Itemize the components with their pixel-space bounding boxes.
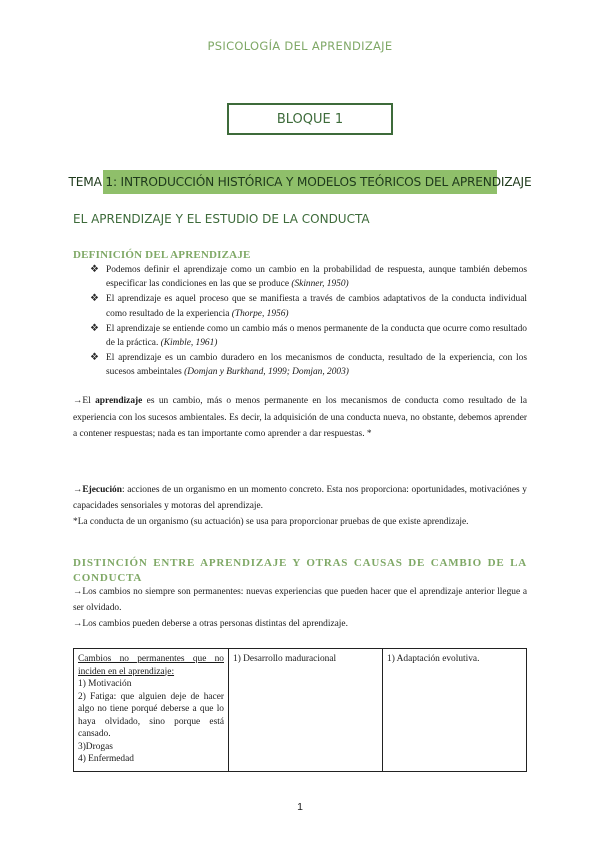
item-citation: (Thorpe, 1956) xyxy=(231,308,289,319)
cell-item: 4) Enfermedad xyxy=(78,754,134,764)
diamond-bullet-icon: ❖ xyxy=(90,264,99,275)
list-item xyxy=(92,322,527,350)
item-text: El aprendizaje se entiende como un cambio más o menos permanente de la conducta que ocurre como resultado de la práctica. xyxy=(106,323,527,349)
diamond-bullet-icon: ❖ xyxy=(90,293,99,305)
list-item xyxy=(92,263,527,291)
cell-heading: Cambios no permanentes que no inciden en el aprendizaje: xyxy=(78,654,224,677)
item-text: El aprendizaje es aquel proceso que se manifiesta a través de cambios adaptativos de la conducta individual como resultado de la experiencia xyxy=(106,294,527,319)
aprendizaje-paragraph xyxy=(73,393,527,443)
arrow-prefix: →El xyxy=(73,396,96,406)
diamond-bullet-icon: ❖ xyxy=(90,322,99,334)
item-citation: (Domjan y Burkhand, 1999; Domjan, 2003) xyxy=(184,367,349,378)
distincion-line-1: →Los cambios no siempre son permanentes: nuevas experiencias que pueden hacer que el aprendizaje anterior llegue a ser olvidado. xyxy=(73,587,527,613)
causes-table xyxy=(73,648,527,772)
distincion-heading: DISTINCIÓN ENTRE APRENDIZAJE Y OTRAS CAUSAS DE CAMBIO DE LA CONDUCTA xyxy=(73,557,527,584)
table-cell-cambios xyxy=(74,649,229,772)
bold-term: aprendizaje xyxy=(95,396,143,406)
item-citation: (Kimble, 1961) xyxy=(160,338,218,349)
list-item xyxy=(92,351,527,379)
definicion-list xyxy=(92,263,527,381)
cell-item: 1) Motivación xyxy=(78,679,132,689)
bloque-title-box: BLOQUE 1 xyxy=(227,103,393,135)
cell-item: 3)Drogas xyxy=(78,741,113,752)
bold-term: Ejecución xyxy=(82,485,122,495)
item-citation: (Skinner, 1950) xyxy=(291,279,349,290)
paragraph-text: es un cambio, más o menos permanente en los mecanismos de conducta como resultado de la experiencia con los sucesos ambientales. Es decir, la adquisición de una conducta nueva, no obstante, debemos aprender a contener respuestas; nada es tan importante como aprender a dar respuestas. * xyxy=(73,396,527,439)
cell-item: 2) Fatiga: que alguien deje de hacer algo no tiene porqué deberse a que lo haya olvidado, sino porque está cansado. xyxy=(78,691,224,739)
item-text: El aprendizaje es un cambio duradero en los mecanismos de conducta, resultado de la experiencia, con los sucesos ambeintales xyxy=(106,353,527,378)
section-heading: EL APRENDIZAJE Y EL ESTUDIO DE LA CONDUCTA xyxy=(73,212,370,226)
footnote-text: *La conducta de un organismo (su actuación) se usa para proporcionar pruebas de que existe aprendizaje. xyxy=(73,517,469,527)
table-row xyxy=(74,649,527,772)
table-cell-adaptacion: 1) Adaptación evolutiva. xyxy=(383,649,527,772)
distincion-line-2: →Los cambios pueden deberse a otras personas distintas del aprendizaje. xyxy=(73,619,348,629)
item-text: Podemos definir el aprendizaje como un cambio en la probabilidad de respuesta, aunque también debemos especificar las condiciones en las que se produce xyxy=(106,265,527,290)
paragraph-text: : acciones de un organismo en un momento concreto. Esta nos proporciona: oportunidades, motivaciónes y capacidades sensoriales y motoras del aprendizaje. xyxy=(73,485,527,511)
definicion-heading: DEFINICIÓN DEL APRENDIZAJE xyxy=(73,249,251,261)
document-header: PSICOLOGÍA DEL APRENDIZAJE xyxy=(207,39,393,53)
diamond-bullet-icon: ❖ xyxy=(90,352,99,364)
page-number: 1 xyxy=(297,801,303,813)
table-cell-desarrollo: 1) Desarrollo maduracional xyxy=(229,649,383,772)
list-item xyxy=(92,292,527,320)
ejecucion-paragraph xyxy=(73,482,527,530)
arrow-prefix: → xyxy=(73,485,83,495)
tema-title-banner: TEMA 1: INTRODUCCIÓN HISTÓRICA Y MODELOS TEÓRICOS DEL APRENDIZAJE xyxy=(103,170,497,194)
